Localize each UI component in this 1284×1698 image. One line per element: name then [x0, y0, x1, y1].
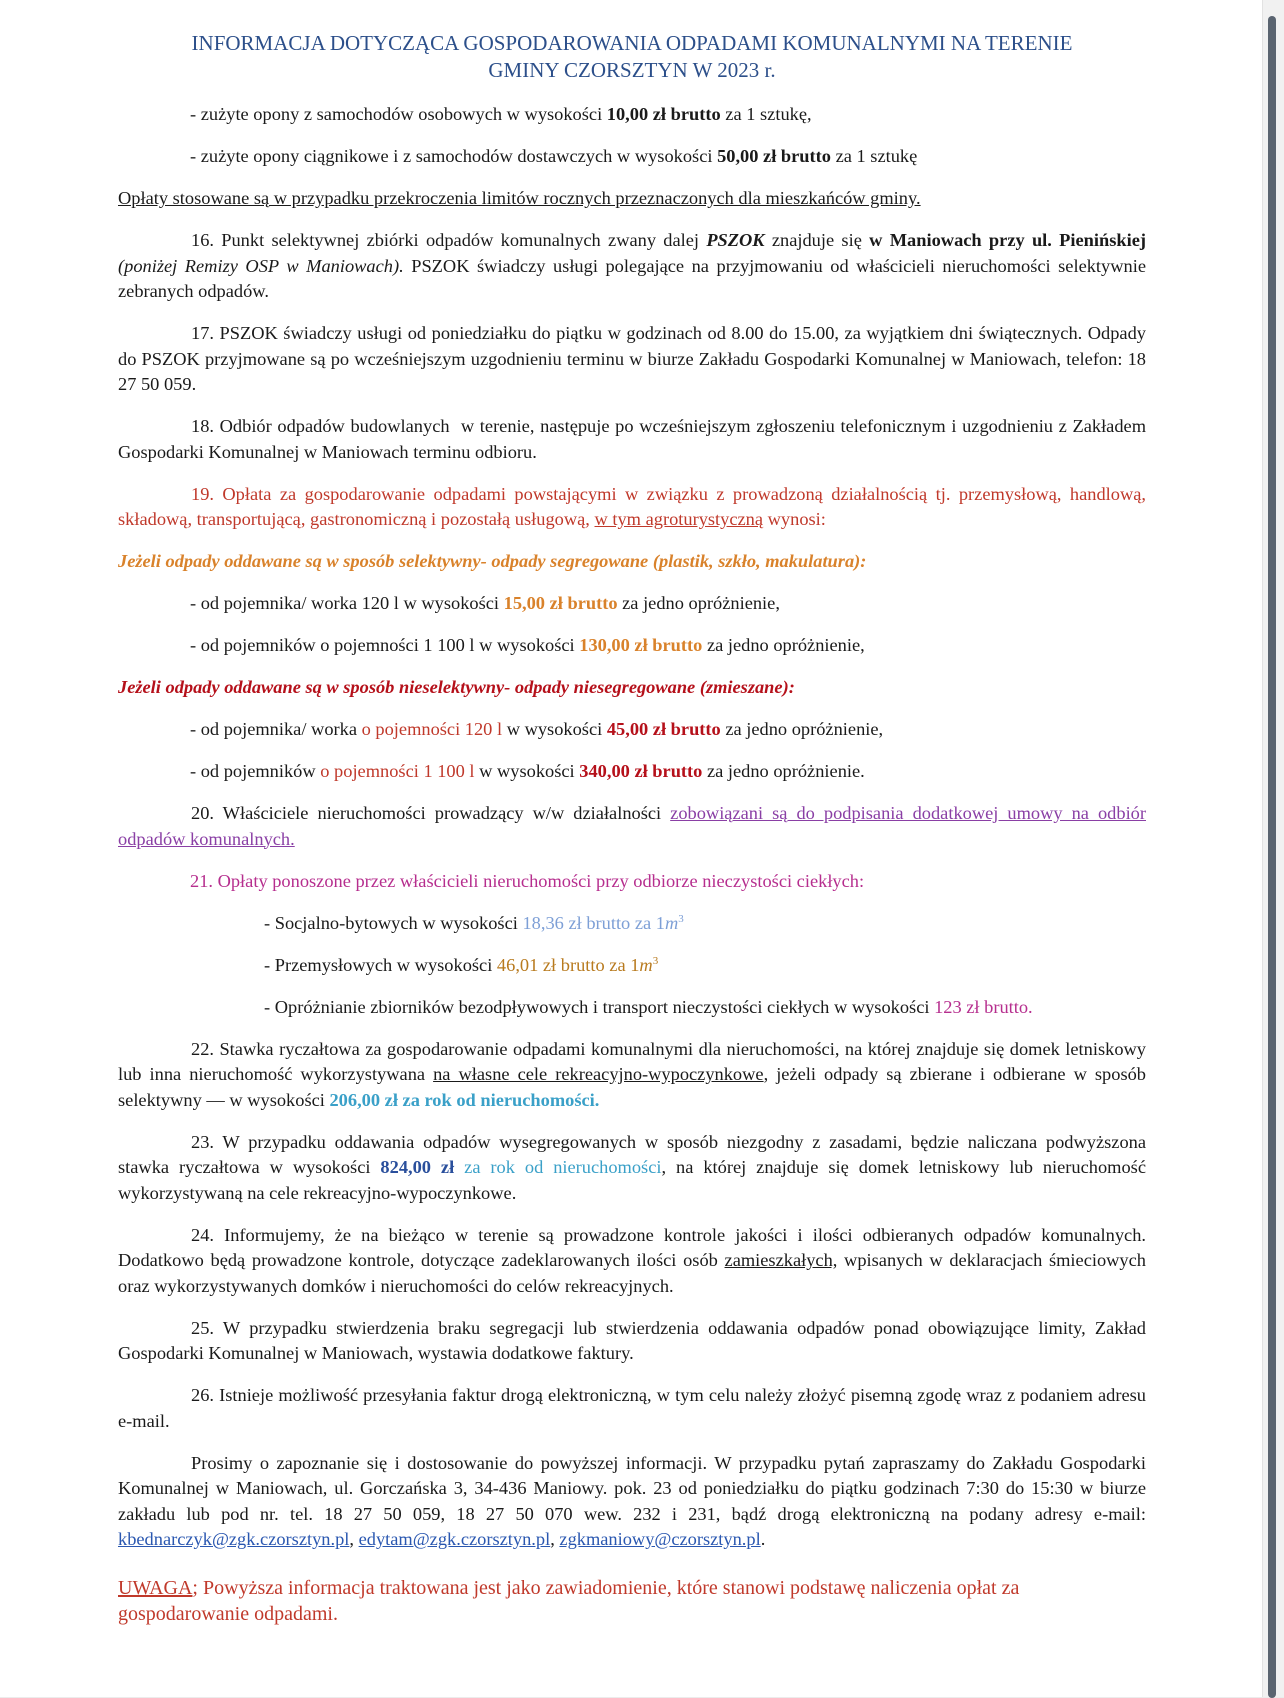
- selective-item-2-text: - od pojemników o pojemności 1 100 l w wysokości: [190, 635, 580, 655]
- selective-item-2-post: za jedno opróżnienie,: [702, 635, 865, 655]
- paragraph-19: [118, 482, 1146, 533]
- title-line-1: INFORMACJA DOTYCZĄCA GOSPODAROWANIA ODPADAMI KOMUNALNYMI NA TERENIE: [191, 31, 1073, 55]
- tyres-car-amount: 10,00 zł brutto: [606, 104, 721, 124]
- liquid-item-2-price: 46,01 zł brutto za 1: [496, 954, 640, 975]
- liquid-item-2-exp: 3: [652, 954, 659, 967]
- paragraph-24: [118, 1223, 1146, 1300]
- liquid-item-1: [118, 911, 1146, 937]
- paragraph-21-heading: 21. Opłaty ponoszone przez właścicieli nieruchomości przy odbiorze nieczystości ciekłych:: [190, 870, 865, 891]
- paragraph-16: [118, 228, 1146, 305]
- mixed-item-2-text: - od pojemników: [190, 761, 321, 781]
- liquid-item-1-text: - Socjalno-bytowych w wysokości: [264, 912, 523, 933]
- p20-text-a: 20. Właściciele nieruchomości prowadzący w/w działalności: [191, 803, 671, 823]
- paragraph-18: 18. Odbiór odpadów budowlanych w terenie, następuje po wcześniejszym zgłoszeniu telefonicznym i uzgodnieniu z Zakładem Gospodarki Komunalnej w Maniowach terminu odbioru.: [118, 416, 1151, 462]
- tyres-car-item: [118, 102, 1146, 128]
- mixed-item-2-amount: 340,00 zł brutto: [579, 761, 703, 781]
- liquid-item-3-text: - Opróżnianie zbiorników bezodpływowych i transport nieczystości ciekłych w wysokości: [264, 996, 935, 1017]
- liquid-item-2-amount: [497, 955, 658, 975]
- paragraph-22: [118, 1037, 1146, 1114]
- p19-text-b: wynosi:: [763, 509, 826, 529]
- p22-text-c: , jeżeli odpady są zbierane i odbierane w sposób selektywny — w wysokości: [118, 1064, 1146, 1110]
- selective-heading: Jeżeli odpady oddawane są w sposób selektywny- odpady segregowane (plastik, szkło, makulatura):: [118, 551, 867, 571]
- p22-text-a: 22. Stawka ryczałtowa za gospodarowanie odpadami komunalnymi dla nieruchomości, na której znajduje się domek letniskowy lub inna nieruchomość wykorzystywana: [118, 1038, 1146, 1084]
- p16-text-a: 16. Punkt selektywnej zbiórki odpadów komunalnych zwany dalej: [191, 230, 707, 250]
- mixed-item-1: [118, 717, 1146, 743]
- paragraph-17: 17. PSZOK świadczy usługi od poniedziałku do piątku w godzinach od 8.00 do 15.00, za wyjątkiem dni świątecznych. Odpady do PSZOK przyjmowane są po wcześniejszym uzgodnieniu terminu w biurze Zakładu Gospodarki Komunalnej w Maniowach, telefon: 18 27 50 059.: [118, 323, 1146, 394]
- p16-location: w Maniowach przy ul. Pienińskiej: [869, 230, 1147, 250]
- tyres-tractor-item: [118, 144, 1146, 170]
- paragraph-26: 26. Istnieje możliwość przesyłania faktur drogą elektroniczną, w tym celu należy złożyć pisemną zgodę wraz z podaniem adresu e-mail.: [118, 1385, 1146, 1431]
- mixed-item-2-capacity: o pojemności 1 100 l: [320, 761, 475, 781]
- p19-agro: w tym agroturystyczną: [594, 509, 764, 529]
- selective-item-2-amount: 130,00 zł brutto: [579, 635, 703, 655]
- p24-text-a: 24. Informujemy, że na bieżąco w terenie są prowadzone kontrole jakości i ilości odbieranych odpadów komunalnych. Dodatkowo będą prowadzone kontrole, dotyczące zadeklarowanych ilości osób: [118, 1224, 1146, 1270]
- p22-text-b: na własne cele rekreacyjno-wypoczynkowe: [433, 1064, 764, 1084]
- p16-text-d: PSZOK świadczy usługi polegające na przyjmowaniu od właścicieli nieruchomości selektywnie zebranych odpadów.: [118, 255, 1146, 301]
- mixed-item-1-text: - od pojemnika/ worka: [190, 719, 362, 739]
- mixed-item-1-post: za jedno opróżnienie,: [720, 719, 884, 739]
- selective-item-1-amount: 15,00 zł brutto: [503, 593, 618, 613]
- mixed-item-2: [118, 759, 1146, 785]
- liquid-item-2-text: - Przemysłowych w wysokości: [264, 954, 497, 975]
- title-line-2: GMINY CZORSZTYN W 2023 r.: [488, 58, 776, 82]
- p23-amount: 824,00 zł: [380, 1157, 455, 1177]
- warning-text: Powyższa informacja traktowana jest jako zawiadomienie, które stanowi podstawę naliczenia opłat za gospodarowanie odpadami.: [118, 1576, 1020, 1625]
- closing-end: .: [760, 1529, 766, 1549]
- selective-item-1-post: za jedno opróżnienie,: [617, 593, 780, 613]
- mixed-item-2-post: za jedno opróżnienie.: [702, 761, 865, 781]
- liquid-item-2: [118, 953, 1146, 979]
- document-content: [118, 30, 1151, 1643]
- p23-text-b: , na której znajduje się domek letniskowy lub nieruchomość wykorzystywaną na cele rekreacyjno-wypoczynkowe.: [118, 1157, 1146, 1203]
- email-separator-2: ,: [550, 1529, 560, 1549]
- liquid-item-3: [118, 995, 1146, 1021]
- tyres-tractor-text: - zużyte opony ciągnikowe i z samochodów dostawczych w wysokości: [190, 146, 718, 166]
- p20-text-b: zobowiązani są do podpisania dodatkowej umowy na odbiór odpadów komunalnych.: [118, 803, 1146, 849]
- limits-note: Opłaty stosowane są w przypadku przekroczenia limitów rocznych przeznaczonych dla mieszkańców gminy.: [118, 188, 921, 208]
- email-separator-1: ,: [349, 1529, 359, 1549]
- p16-note: (poniżej Remizy OSP w Maniowach).: [118, 255, 404, 276]
- paragraph-20: [118, 801, 1146, 852]
- liquid-item-1-price: 18,36 zł brutto za 1: [522, 912, 665, 933]
- liquid-item-1-exp: 3: [678, 912, 684, 925]
- p24-text-b: zamieszkałych,: [724, 1250, 838, 1270]
- email-link-1[interactable]: kbednarczyk@zgk.czorsztyn.pl: [118, 1529, 350, 1549]
- mixed-heading: Jeżeli odpady oddawane są w sposób nieselektywny- odpady niesegregowane (zmieszane):: [118, 677, 795, 697]
- warning-note: [118, 1575, 1146, 1627]
- liquid-item-2-unit: m: [639, 954, 653, 975]
- selective-item-1-text: - od pojemnika/ worka 120 l w wysokości: [190, 593, 504, 613]
- mixed-item-1-capacity: o pojemności 120 l: [361, 719, 503, 739]
- mixed-item-2-mid: w wysokości: [474, 761, 580, 781]
- tyres-car-text: - zużyte opony z samochodów osobowych w wysokości: [190, 104, 607, 124]
- p19-text-a: 19. Opłata za gospodarowanie odpadami powstającymi w związku z prowadzoną działalnością tj. przemysłową, handlową, składową, transportującą, gastronomiczną i pozostałą usługową,: [118, 483, 1146, 529]
- selective-item-2: [118, 633, 1146, 659]
- scrollbar-thumb[interactable]: [1268, 16, 1276, 1698]
- p23-period: za rok od nieruchomości: [454, 1157, 662, 1177]
- warning-label: UWAGA;: [118, 1576, 198, 1599]
- tyres-tractor-amount: 50,00 zł brutto: [717, 146, 831, 166]
- closing-paragraph: [118, 1451, 1146, 1553]
- liquid-item-1-unit: m: [664, 912, 679, 933]
- paragraph-25: 25. W przypadku stwierdzenia braku segregacji lub stwierdzenia oddawania odpadów ponad obowiązujące limity, Zakład Gospodarki Komunalnej w Maniowach, wystawia dodatkowe faktury.: [118, 1317, 1146, 1363]
- mixed-item-1-amount: 45,00 zł brutto: [606, 719, 721, 739]
- p23-text-a: 23. W przypadku oddawania odpadów wysegregowanych w sposób niezgodny z zasadami, będzie naliczana podwyższona stawka ryczałtowa w wysokości: [118, 1131, 1146, 1177]
- tyres-tractor-unit: za 1 sztukę: [830, 146, 918, 166]
- liquid-item-3-amount: 123 zł brutto.: [934, 996, 1033, 1017]
- p24-text-c: wpisanych w deklaracjach śmieciowych oraz wykorzystywanych domków i nieruchomości do celów rekreacyjnych.: [118, 1250, 1146, 1296]
- email-link-3[interactable]: zgkmaniowy@czorsztyn.pl: [559, 1529, 761, 1549]
- paragraph-23: [118, 1130, 1146, 1207]
- p22-amount: 206,00 zł za rok od nieruchomości.: [329, 1089, 600, 1110]
- tyres-car-unit: za 1 sztukę,: [720, 104, 812, 124]
- selective-item-1: [118, 591, 1146, 617]
- page-title: [118, 30, 1146, 84]
- p16-text-b: znajduje się: [764, 230, 870, 250]
- liquid-item-1-amount: [522, 913, 683, 933]
- closing-text: Prosimy o zapoznanie się i dostosowanie do powyższej informacji. W przypadku pytań zapraszamy do Zakładu Gospodarki Komunalnej w Maniowach, ul. Gorczańska 3, 34-436 Maniowy. pok. 23 od poniedziałku do piątku godzinach 7:30 do 15:30 w biurze zakładu lub pod nr. tel. 18 27 50 059, 18 27 50 070 wew. 232 i 231, bądź drogą elektroniczną na podany adresy e-mail:: [118, 1452, 1146, 1524]
- p16-pszok: PSZOK: [706, 230, 765, 250]
- mixed-item-1-mid: w wysokości: [502, 719, 607, 739]
- email-link-2[interactable]: edytam@zgk.czorsztyn.pl: [358, 1529, 551, 1549]
